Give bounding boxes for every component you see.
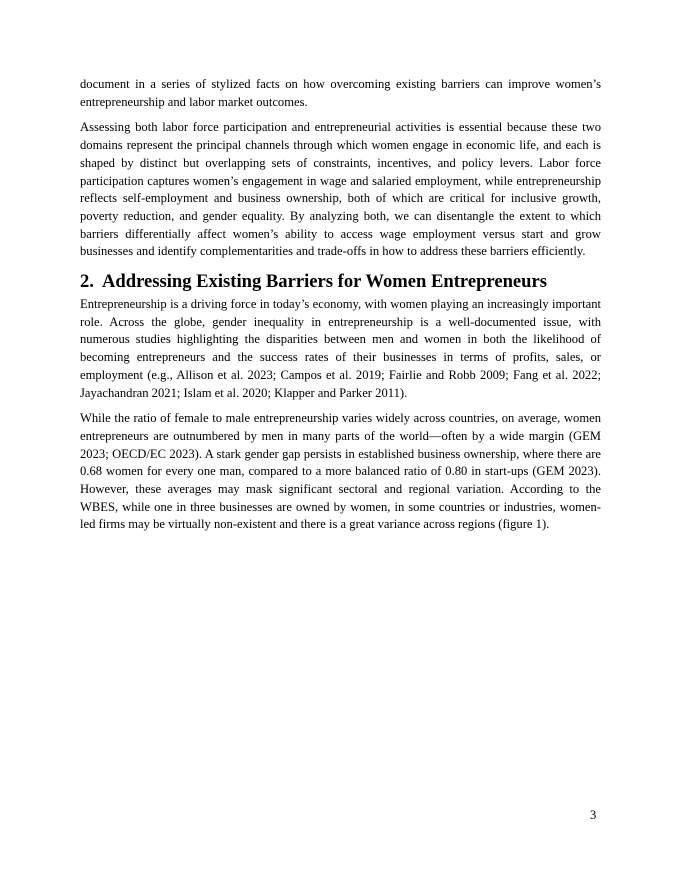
paragraph-continuation: document in a series of stylized facts on how overcoming existing barriers can improve women’s entrepreneurship and labor market outcomes. [80,77,601,109]
paragraph-ratio: While the ratio of female to male entrepreneurship varies widely across countries, on average, women entrepreneurs are outnumbered by men in many parts of the world—often by a wide margin (GEM 2023; OECD/EC 2023). A stark gender gap persists in established business ownership, where there are 0.68 women for every one man, compared to a more balanced ratio of 0.80 in start-ups (GEM 2023). However, these averages may mask significant sectoral and regional variation. According to the WBES, while one in three businesses are owned by women, in some countries or industries, women-led firms may be virtually non-existent and there is a great variance across regions (figure 1). [80,411,601,532]
paragraph-entrepreneurship: Entrepreneurship is a driving force in today’s economy, with women playing an increasingly important role. Across the globe, gender inequality in entrepreneurship is a well-documented issue, with numerous studies highlighting the disparities between men and women in both the likelihood of becoming entrepreneurs and the success rates of their businesses in terms of profits, sales, or employment (e.g., Allison et al. 2023; Campos et al. 2019; Fairlie and Robb 2009; Fang et al. 2022; Jayachandran 2021; Islam et al. 2020; Klapper and Parker 2011). [80,297,601,400]
section-number: 2. [80,271,94,293]
section-title: Addressing Existing Barriers for Women Entrepreneurs [101,271,548,293]
page-number: 3 [590,808,597,822]
document-page [80,76,601,542]
paragraph-assessing: Assessing both labor force participation and entrepreneurial activities is essential because these two domains represent the principal channels through which women engage in economic life, and each is shaped by distinct but overlapping sets of constraints, incentives, and policy levers. Labor force participation captures women’s engagement in wage and salaried employment, while entrepreneurship reflects self-employment and business ownership, both of which are critical for inclusive growth, poverty reduction, and gender equality. By analyzing both, we can disentangle the extent to which barriers differentially affect women’s ability to access wage employment versus start and grow businesses and identify complementarities and trade-offs in how to address these barriers efficiently. [80,120,601,259]
section-heading [80,270,601,294]
